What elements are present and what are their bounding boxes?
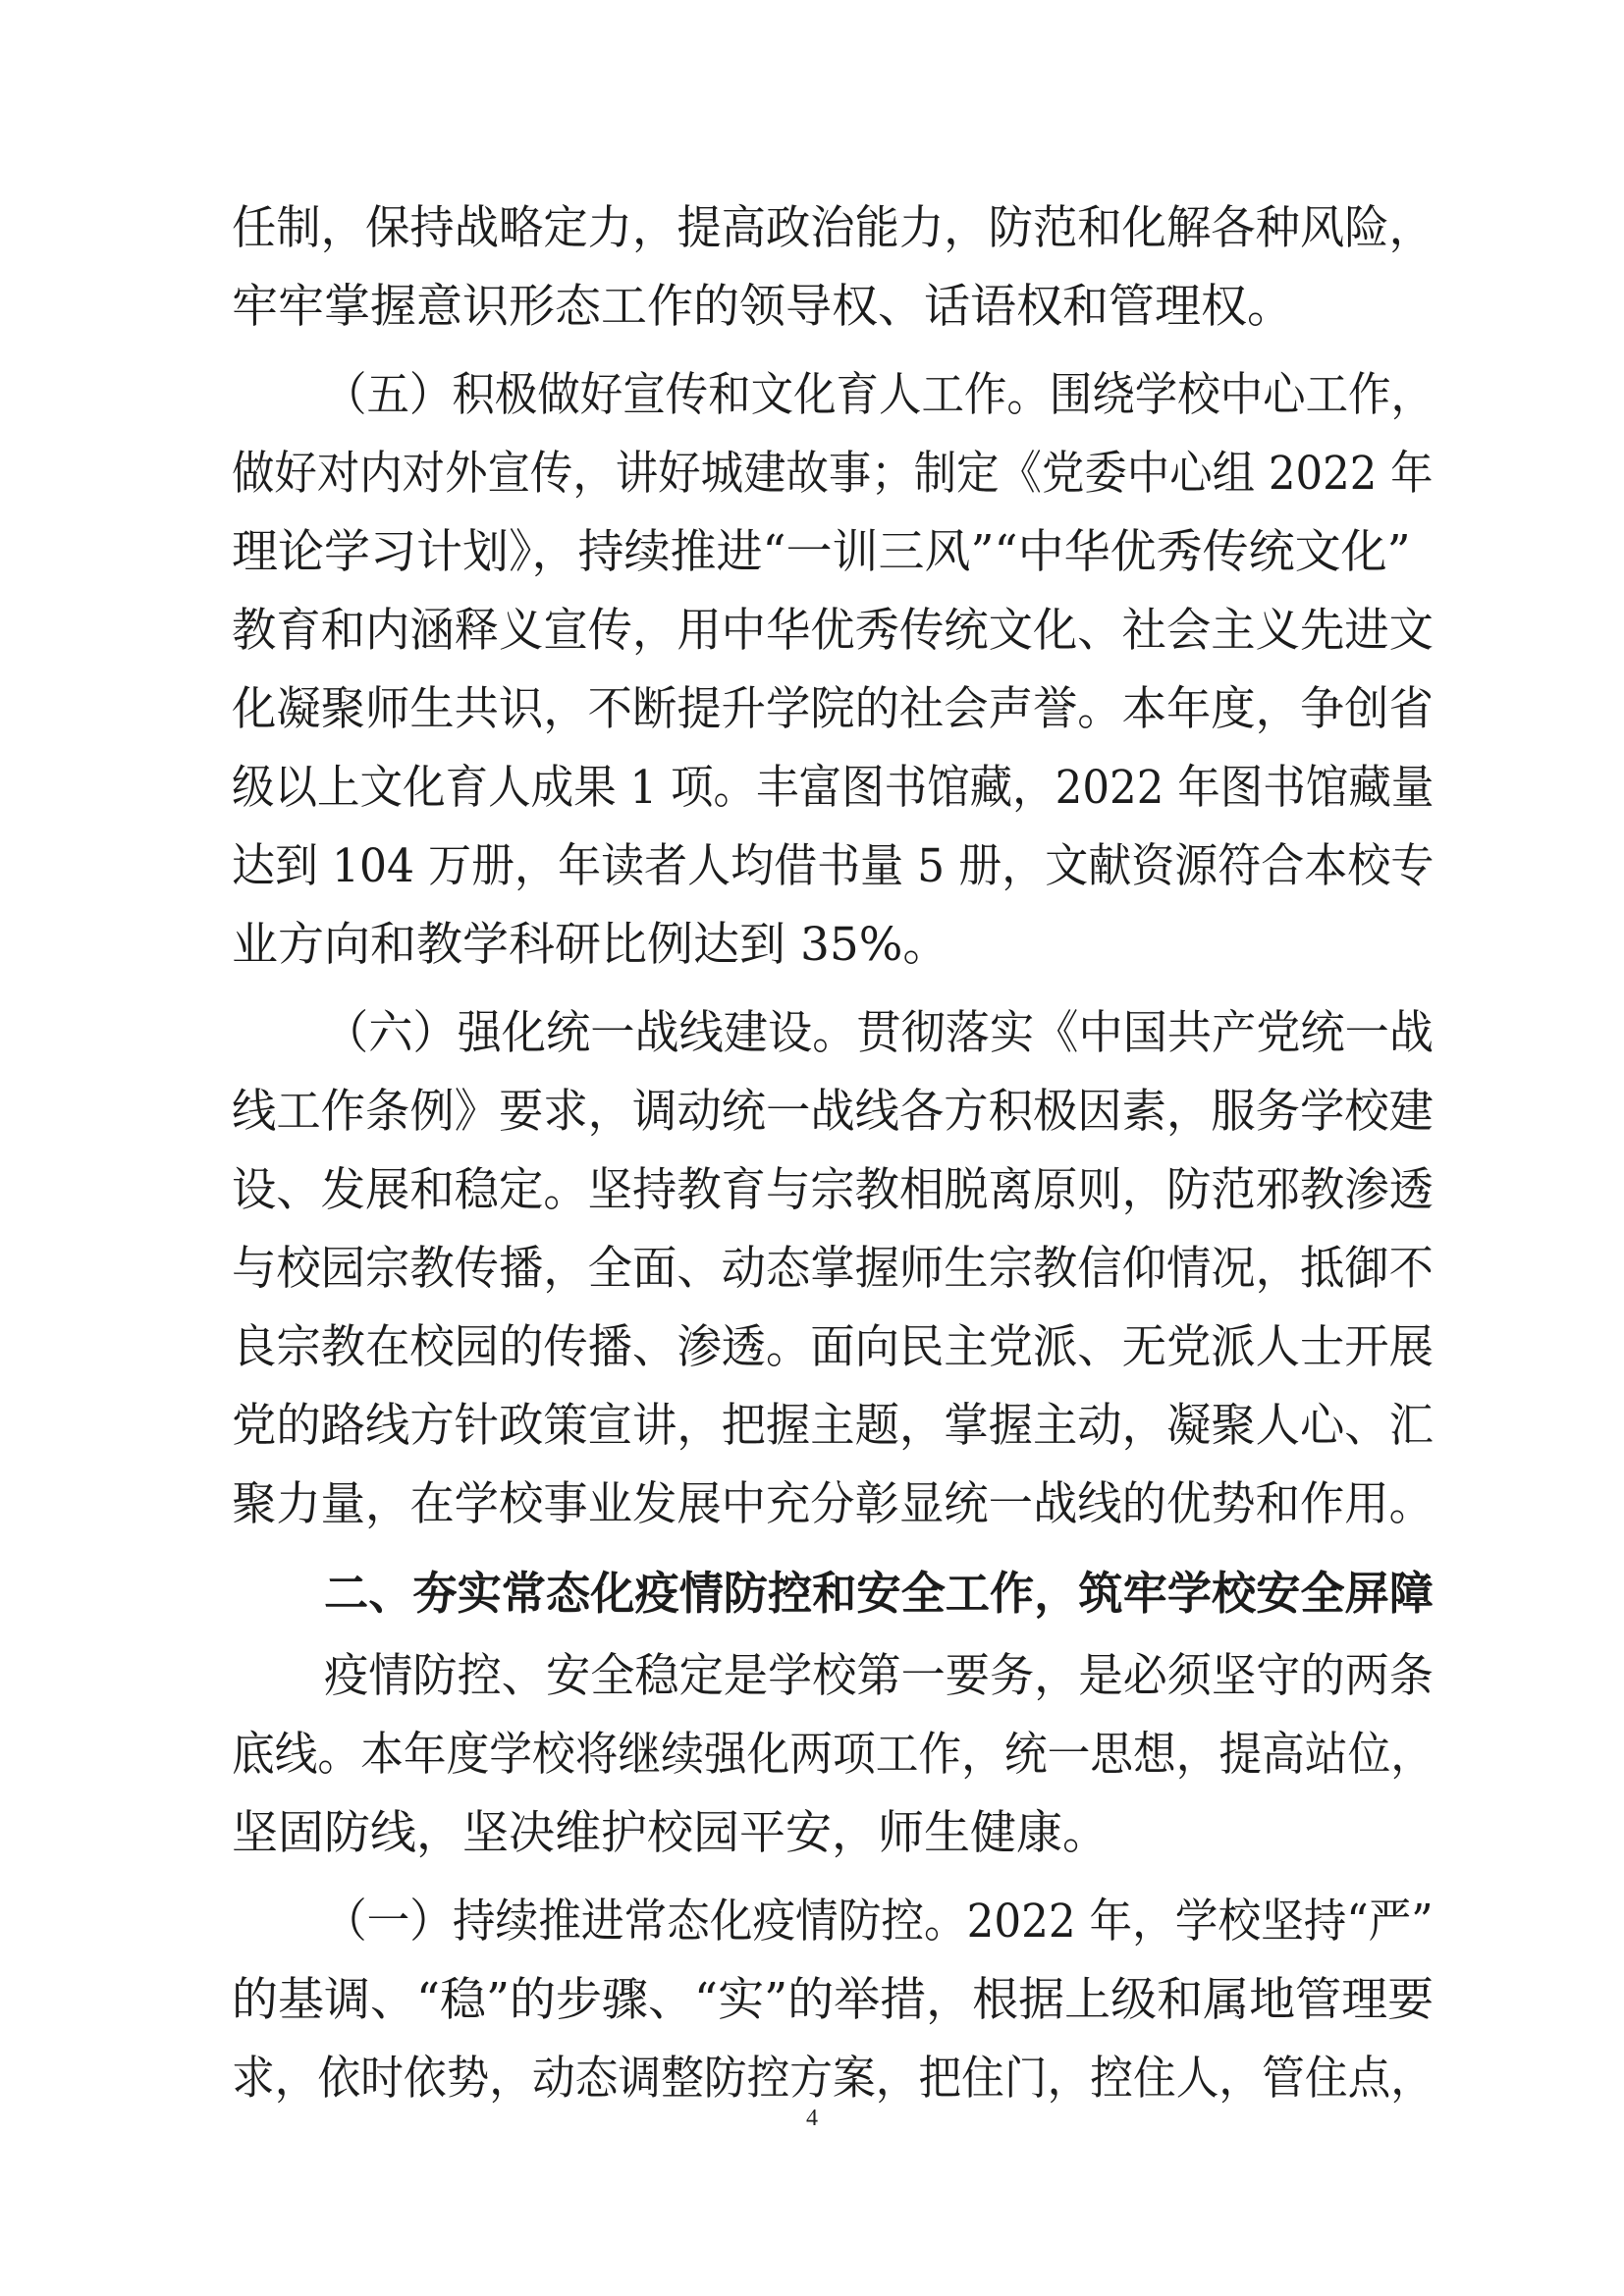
page-number: 4 [806,2106,818,2131]
paragraph-line: 线工作条例》要求，调动统一战线各方积极因素，服务学校建 [232,1085,1434,1139]
paragraph-line: 疫情防控、安全稳定是学校第一要务，是必须坚守的两条 [324,1649,1434,1703]
paragraph-line: 理论学习计划》，持续推进“一训三风”“中华优秀传统文化” [232,525,1411,579]
paragraph-line: 做好对内对外宣传，讲好城建故事；制定《党委中心组 2022 年 [232,447,1434,501]
paragraph-line: 设、发展和稳定。坚持教育与宗教相脱离原则，防范邪教渗透 [232,1163,1434,1217]
paragraph-line: 党的路线方针政策宣讲，把握主题，掌握主动，凝聚人心、汇 [232,1399,1434,1453]
paragraph-line: （一）持续推进常态化疫情防控。2022 年，学校坚持“严” [324,1895,1434,1949]
paragraph-line: 求，依时依势，动态调整防控方案，把住门，控住人，管住点， [232,2052,1435,2106]
paragraph-line: 任制，保持战略定力，提高政治能力，防范和化解各种风险， [232,201,1434,255]
paragraph-line: （六）强化统一战线建设。贯彻落实《中国共产党统一战 [324,1006,1434,1060]
paragraph-line: （五）积极做好宣传和文化育人工作。围绕学校中心工作， [324,368,1434,422]
paragraph-line: 业方向和教学科研比例达到 35%。 [232,918,949,972]
paragraph-line: 牢牢掌握意识形态工作的领导权、话语权和管理权。 [232,280,1293,334]
paragraph-line: 良宗教在校园的传播、渗透。面向民主党派、无党派人士开展 [232,1320,1434,1374]
paragraph-line: 与校园宗教传播，全面、动态掌握师生宗教信仰情况，抵御不 [232,1242,1434,1296]
paragraph-line: 聚力量，在学校事业发展中充分彰显统一战线的优势和作用。 [232,1477,1434,1531]
paragraph-line: 化凝聚师生共识，不断提升学院的社会声誉。本年度，争创省 [232,682,1434,736]
paragraph-line: 教育和内涵释义宣传，用中华优秀传统文化、社会主义先进文 [232,604,1434,658]
paragraph-line: 级以上文化育人成果 1 项。丰富图书馆藏，2022 年图书馆藏量 [232,761,1435,815]
paragraph-line: 底线。本年度学校将继续强化两项工作，统一思想，提高站位， [232,1728,1435,1782]
section-heading: 二、夯实常态化疫情防控和安全工作，筑牢学校安全屏障 [324,1567,1434,1620]
paragraph-line: 达到 104 万册，年读者人均借书量 5 册，文献资源符合本校专 [232,839,1435,893]
paragraph-line: 坚固防线，坚决维护校园平安，师生健康。 [232,1806,1109,1860]
paragraph-line: 的基调、“稳”的步骤、“实”的举措，根据上级和属地管理要 [232,1973,1435,2027]
